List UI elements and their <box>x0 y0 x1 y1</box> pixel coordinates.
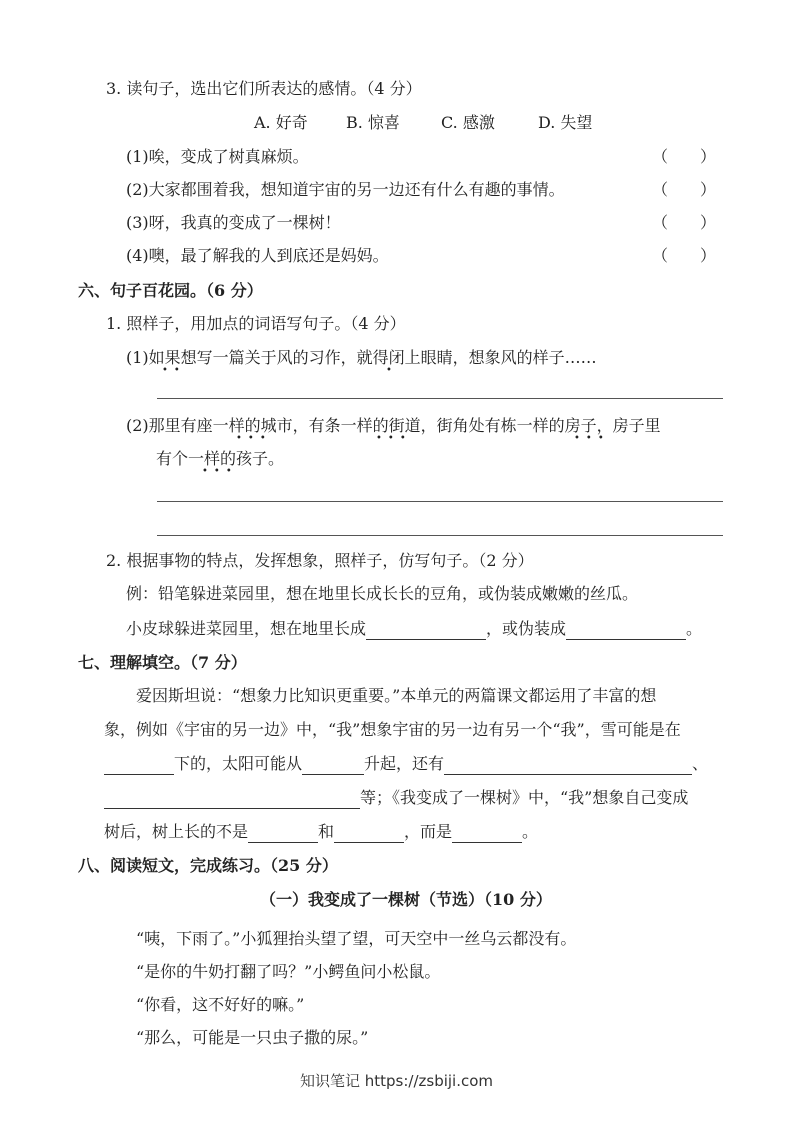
section-8-title: 八、阅读短文，完成练习。（25 分） <box>78 856 338 875</box>
s6-q1-item2-b: 有个一样的孩子。 <box>156 449 285 468</box>
emphasis-dots-5: ••• <box>574 433 610 444</box>
blank-tree-1[interactable] <box>248 824 318 843</box>
s6-q2-answer-line: 小皮球躲进菜园里，想在地里长成 ，或伪装成 。 <box>126 619 703 638</box>
q3-item-4: (4)噢，最了解我的人到底还是妈妈。 <box>126 246 389 265</box>
passage-line-2: “是你的牛奶打翻了吗？”小鳄鱼问小松鼠。 <box>136 962 441 981</box>
section-7-title: 七、理解填空。（7 分） <box>78 653 247 672</box>
q3-answer-3[interactable]: （ ） <box>652 213 717 232</box>
s6-q2-example: 例：铅笔躲进菜园里，想在地里长成长长的豆角，或伪装成嫩嫩的丝瓜。 <box>126 584 639 603</box>
passage-line-3: “你看，这不好好的嘛。” <box>136 995 305 1014</box>
blank-disguise[interactable] <box>566 621 686 640</box>
q3-answer-1[interactable]: （ ） <box>652 147 717 166</box>
q3-option-d: D. 失望 <box>538 113 593 132</box>
s6-q1-item1: (1)如果想写一篇关于风的习作，就得闭上眼睛，想象风的样子…… <box>126 348 597 367</box>
s7-para-3: 下的，太阳可能从 升起，还有 、 <box>104 753 708 775</box>
q3-option-c: C. 感激 <box>441 113 495 132</box>
emphasis-dots-1: •• <box>162 365 186 376</box>
q3-option-a: A. 好奇 <box>254 113 308 132</box>
s7-para-5: 树后，树上长的不是 和 ，而是 。 <box>104 822 539 841</box>
q3-option-b: B. 惊喜 <box>346 113 400 132</box>
footer-watermark: 知识笔记 https://zsbiji.com <box>299 1072 494 1090</box>
emphasis-dots-2: • <box>386 365 398 376</box>
s7-para-2: 象，例如《宇宙的另一边》中，“我”想象宇宙的另一边有另一个“我”，雪可能是在 <box>104 720 681 739</box>
q3-answer-2[interactable]: （ ） <box>652 180 717 199</box>
s6-q2-title: 2. 根据事物的特点，发挥想象，照样子，仿写句子。（2 分） <box>106 551 534 570</box>
blank-tree-2[interactable] <box>334 824 404 843</box>
emphasis-dots-3: ••• <box>236 433 272 444</box>
section-6-title: 六、句子百花园。（6 分） <box>78 281 263 300</box>
q3-item-3: (3)呀，我真的变成了一棵树！ <box>126 213 341 232</box>
blank-tree-3[interactable] <box>452 824 522 843</box>
s7-para-4: 等；《我变成了一棵树》中，“我”想象自己变成 <box>104 787 688 809</box>
q3-title: 3. 读句子，选出它们所表达的感情。（4 分） <box>106 79 422 98</box>
blank-more-1[interactable] <box>444 756 692 775</box>
q3-answer-4[interactable]: （ ） <box>652 246 717 265</box>
answer-line-1[interactable] <box>157 398 723 399</box>
answer-line-2[interactable] <box>157 501 723 502</box>
blank-grow[interactable] <box>366 621 486 640</box>
answer-line-3[interactable] <box>157 535 723 536</box>
s7-para-1: 爱因斯坦说：“想象力比知识更重要。”本单元的两篇课文都运用了丰富的想 <box>136 686 657 705</box>
q3-item-2: (2)大家都围着我，想知道宇宙的另一边还有什么有趣的事情。 <box>126 180 565 199</box>
blank-snow[interactable] <box>104 756 174 775</box>
emphasis-dots-4: ••• <box>376 433 412 444</box>
emphasis-dots-6: ••• <box>202 466 238 477</box>
s6-q1-title: 1. 照样子，用加点的词语写句子。（4 分） <box>106 314 406 333</box>
passage-line-1: “咦，下雨了。”小狐狸抬头望了望，可天空中一丝乌云都没有。 <box>136 929 577 948</box>
s6-q1-item2-a: (2)那里有座一样的城市，有条一样的街道，街角处有栋一样的房子，房子里 <box>126 416 661 435</box>
blank-sun[interactable] <box>302 756 364 775</box>
blank-more-2[interactable] <box>104 790 360 809</box>
passage-line-4: “那么，可能是一只虫子撒的尿。” <box>136 1028 369 1047</box>
passage-title: （一）我变成了一棵树（节选）（10 分） <box>260 890 552 909</box>
q3-item-1: (1)唉，变成了树真麻烦。 <box>126 147 309 166</box>
